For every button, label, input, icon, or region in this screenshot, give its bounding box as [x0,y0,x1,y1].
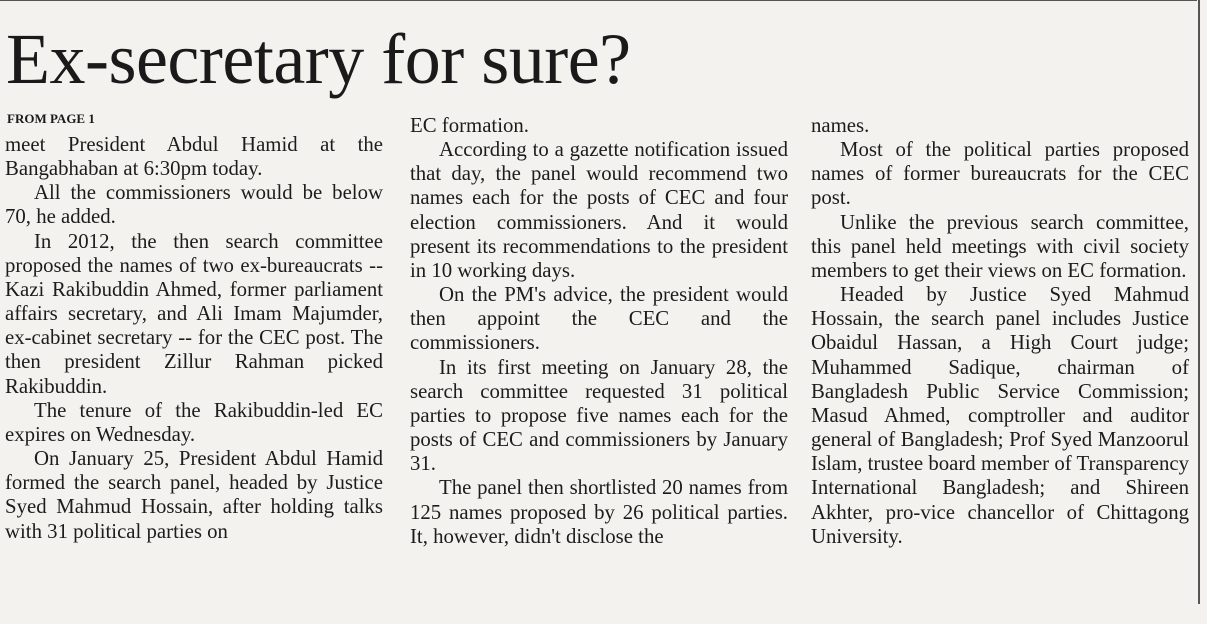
paragraph: On January 25, President Abdul Hamid formed the search panel, headed by Justice Syed Mahmud Hossain, after holding talks with 31 political parties on [5,447,383,543]
article-column-3 [811,114,1189,549]
paragraph: The tenure of the Rakibuddin-led EC expires on Wednesday. [5,398,383,446]
paragraph: In 2012, the then search committee proposed the names of two ex-bureaucrats -- Kazi Rakibuddin Ahmed, former parliament affairs secretary, and Ali Imam Majumder, ex-cabinet secretary -- for the CEC post. The then president Zillur Rahman picked Rakibuddin. [5,229,383,398]
paragraph-continuation: names. [811,114,870,137]
paragraph: Unlike the previous search committee, this panel held meetings with civil society members to get their views on EC formation. [811,210,1189,282]
headline: Ex-secretary for sure? [6,19,631,99]
paragraph-continuation: meet President Abdul Hamid at the Bangabhaban at 6:30pm today. [5,133,383,181]
jump-label: FROM PAGE 1 [7,111,95,126]
paragraph: Most of the political parties proposed names of former bureaucrats for the CEC post. [811,138,1189,210]
paragraph-continuation: EC formation. [410,114,529,137]
column-rule [1198,0,1200,604]
paragraph: In its first meeting on January 28, the search committee requested 31 political parties to propose five names each for the posts of CEC and commissioners by January 31. [410,355,788,476]
paragraph: Headed by Justice Syed Mahmud Hossain, the search panel includes Justice Obaidul Hassan, a High Court judge; Muhammed Sadique, chairman of Bangladesh Public Service Commission; Masud Ahmed, comptroller and auditor general of Bangladesh; Prof Syed Manzoorul Islam, trustee board member of Transparency International Bangladesh; and Shireen Akhter, pro-vice chancellor of Chittagong University. [811,283,1189,548]
paragraph: All the commissioners would be below 70, he added. [5,181,383,229]
article-column-2 [410,114,788,549]
paragraph: On the PM's advice, the president would then appoint the CEC and the commissioners. [410,283,788,355]
article-column-1 [5,133,383,544]
paragraph: According to a gazette notification issued that day, the panel would recommend two names each for the posts of CEC and four election commissioners. And it would present its recommendations to the president in 10 working days. [410,138,788,282]
paragraph: The panel then shortlisted 20 names from 125 names proposed by 26 political parties. It, however, didn't disclose the [410,476,788,548]
top-rule [0,0,1197,5]
